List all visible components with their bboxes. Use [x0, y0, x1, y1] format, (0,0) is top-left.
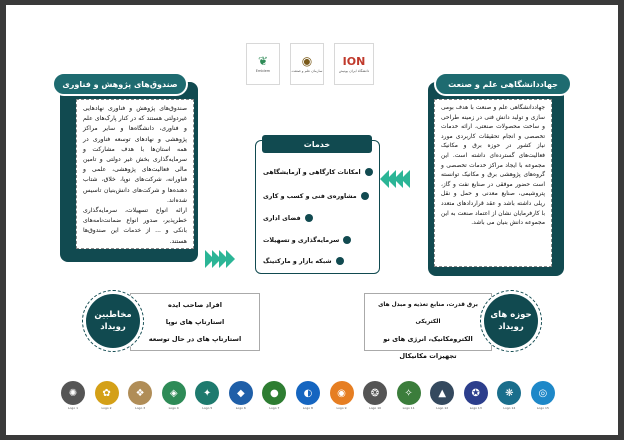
service-item: امکانات کارگاهی و آزمایشگاهی: [263, 165, 373, 179]
partner-logo-icon: ▲: [430, 381, 454, 405]
partner-logo: ✿ Logo 2: [92, 375, 122, 417]
right-panel-text: جهاددانشگاهی علم و صنعت با هدف بومی سازی و تولید دانش فنی در زمینه طراحی و ساخت محصولات صنعتی، ارائه خدمات تخصصی و انجام تحقیقات کاربردی مورد نیاز کشور در حوزه برق و مکانیک فعالیت‌های گسترده‌ای داشته است. این مجموعه با ایجاد مراکز خدمات تخصصی و گروه‌های پژوهشی برق و مکانیک توانسته است حضور موفقی در صنایع نفت و گاز، پتروشیمی، صنایع معدنی و حمل و نقل ریلی داشته باشد و عقد قراردادهای متعدد با کارفرمایان نشان از اعتماد صنعت به این مجموعه دانش بنیان می باشد.: [434, 99, 552, 267]
partner-logo: ◈ Logo 4: [159, 375, 189, 417]
partner-logo-icon: ●: [262, 381, 286, 405]
partner-logo: ● Logo 7: [259, 375, 289, 417]
bullet-icon: [343, 236, 351, 244]
partner-logo-icon: ◐: [296, 381, 320, 405]
partner-logo-icon: ◎: [531, 381, 555, 405]
partner-logo-icon: ◉: [330, 381, 354, 405]
left-panel-text: صندوق‌های پژوهش و فناوری نهادهایی غیردولتی هستند که در کنار پارک‌های علم و فناوری، دانشگاه‌ها و سایر مراکز پژوهشی و نهادهای توسعه فناوری در همه استان‌ها با هدف مشارکت و سرمایه‌گذاری بخش غیر دولتی و تامین مالی فعالیت‌های پژوهشی، علمی و فناورانه، شرکت‌های نوپا، خلاق، شتاب دهنده‌ها و شرکت‌های دانش‌بنیان تاسیس شده‌اند. ارائه انواع تسهیلات، سرمایه‌گذاری خطرپذیر، صدور انواع ضمانت‌نامه‌های بانکی و ... از خدمات این صندوق‌ها هستند.: [76, 99, 194, 249]
partner-logo-icon: ✧: [397, 381, 421, 405]
partner-logo-icon: ✦: [195, 381, 219, 405]
fields-circle: [480, 290, 542, 352]
audience-label: مخاطبین رویداد: [86, 294, 140, 348]
services-title: خدمات: [262, 135, 372, 153]
ion-logo-icon: ION: [342, 54, 366, 68]
partner-logo-icon: ❂: [363, 381, 387, 405]
header-logo-1: ❦ Emblem: [246, 43, 280, 85]
partner-logo: ❋ Logo 14: [494, 375, 524, 417]
header-logo-3: ION دانشگاه ایران یونیش: [334, 43, 374, 85]
service-item: فضای اداری: [263, 211, 373, 225]
partner-logo-icon: ✿: [95, 381, 119, 405]
service-item: مشاوره‌ی فنی و کسب و کاری: [263, 189, 373, 203]
audience-circle: [82, 290, 144, 352]
partner-logo: ◆ Logo 6: [226, 375, 256, 417]
partner-logo: ◎ Logo 15: [528, 375, 558, 417]
left-panel-title: صندوق‌های پژوهش و فناوری: [52, 72, 188, 96]
partner-logo-icon: ✺: [61, 381, 85, 405]
service-item: شبکه بازار و مارکتینگ: [263, 254, 373, 268]
partner-logos: [58, 372, 558, 420]
partner-logo: ❂ Logo 10: [360, 375, 390, 417]
partner-logo: ❖ Logo 3: [125, 375, 155, 417]
partner-logo-icon: ◆: [229, 381, 253, 405]
partner-logo: ✪ Logo 13: [461, 375, 491, 417]
jahad-emblem-icon: ◉: [301, 54, 313, 69]
service-item: سرمایه‌گذاری و تسهیلات: [263, 233, 373, 247]
leaf-emblem-icon: ❦: [257, 54, 269, 69]
fields-label: حوزه های رویداد: [484, 294, 538, 348]
partner-logo-icon: ❖: [128, 381, 152, 405]
partner-logo: ✺ Logo 1: [58, 375, 88, 417]
right-panel-title: جهاددانشگاهی علم و صنعت: [434, 72, 572, 96]
partner-logo: ✧ Logo 11: [394, 375, 424, 417]
partner-logo: ◉ Logo 9: [327, 375, 357, 417]
header-logo-2: ◉ سازمان علم و صنعت: [290, 43, 324, 85]
bullet-icon: [365, 168, 373, 176]
partner-logo-icon: ◈: [162, 381, 186, 405]
fields-box: برق قدرت، منابع تغذیه و مبدل های الکتریکی الکترومکانیک، انرژی های نو تجهیزات مکانیکال: [364, 293, 492, 351]
audience-box: افراد صاحب ایده استارتاپ های نوپا استارتاپ های در حال توسعه: [130, 293, 260, 351]
bullet-icon: [336, 257, 344, 265]
partner-logo: ▲ Logo 12: [427, 375, 457, 417]
partner-logo-icon: ❋: [497, 381, 521, 405]
partner-logo: ✦ Logo 5: [192, 375, 222, 417]
partner-logo: ◐ Logo 8: [293, 375, 323, 417]
bullet-icon: [361, 192, 369, 200]
chevron-right-icon: [205, 250, 235, 268]
bullet-icon: [305, 214, 313, 222]
chevron-left-icon: [380, 170, 410, 188]
partner-logo-icon: ✪: [464, 381, 488, 405]
